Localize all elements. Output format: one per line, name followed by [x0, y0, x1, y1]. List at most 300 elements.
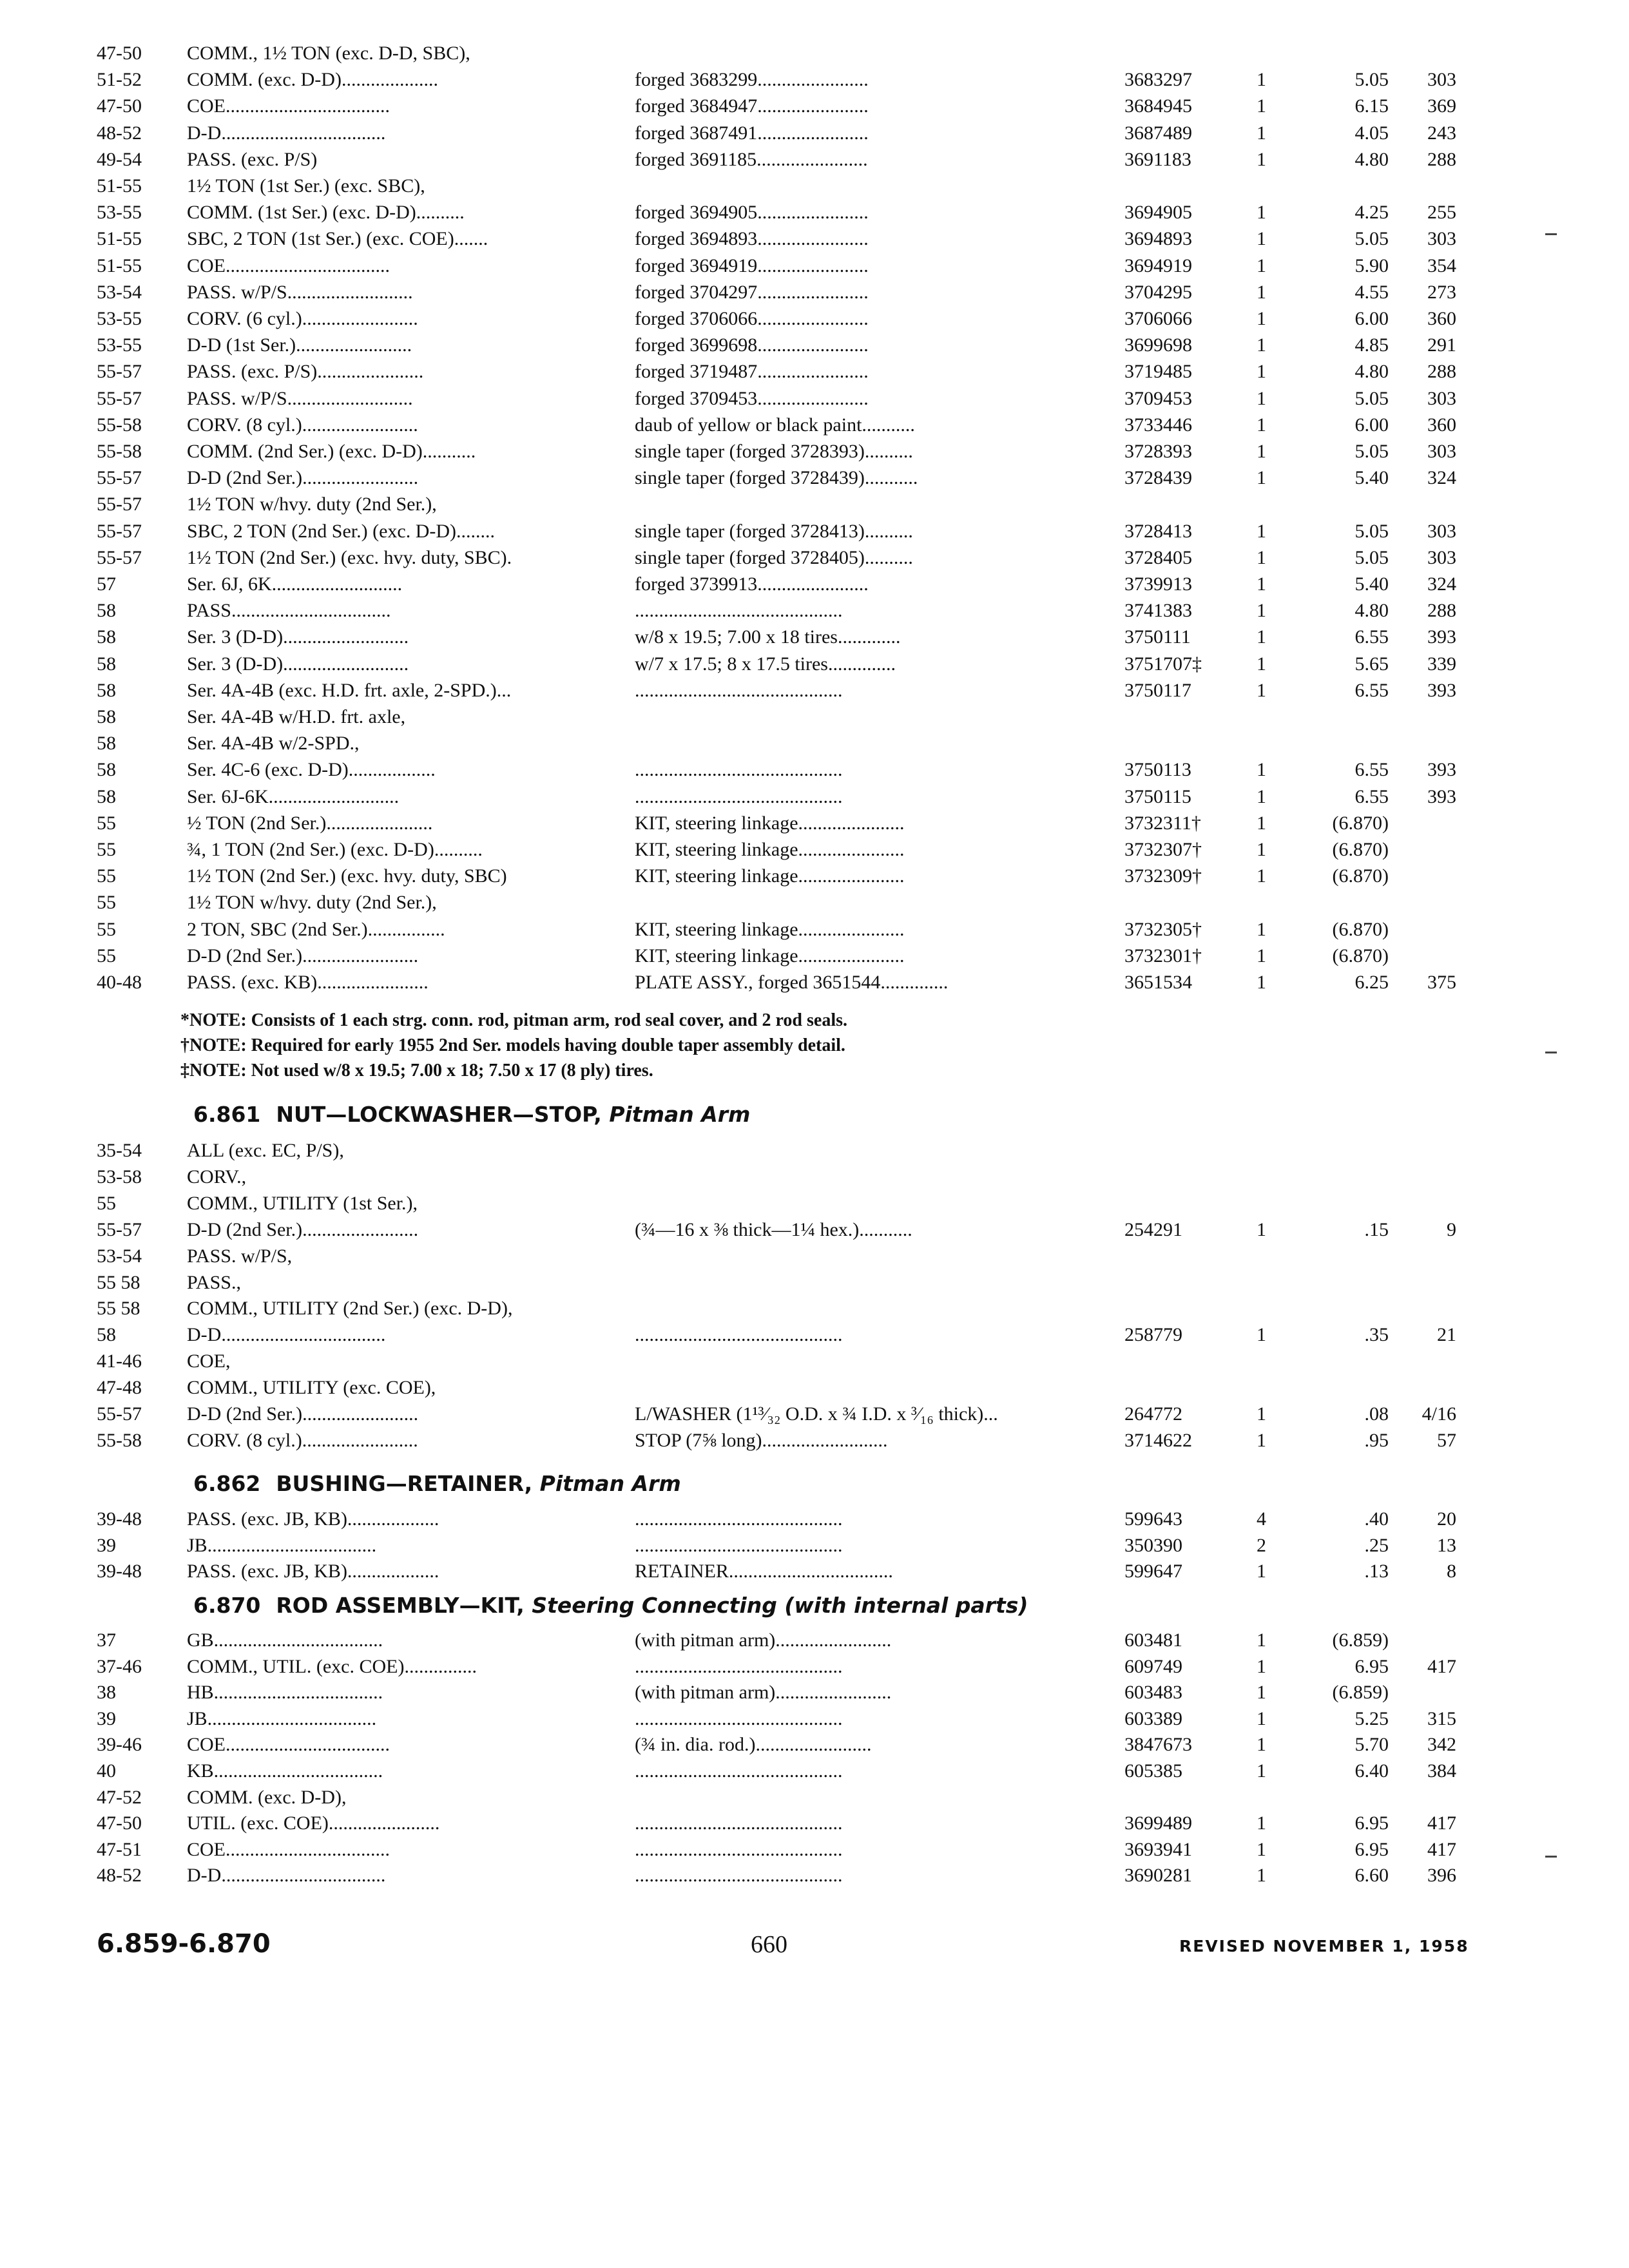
code-cell: 393 — [1427, 759, 1456, 781]
quantity-cell: 1 — [1257, 387, 1266, 409]
part-number-cell: 3706066 — [1124, 308, 1192, 329]
year-cell: 51-55 — [97, 255, 142, 276]
model-cell: COMM., UTIL. (exc. COE)............... — [187, 1655, 477, 1677]
table-row — [0, 40, 1629, 67]
table-row — [0, 1243, 1629, 1270]
year-cell: 39 — [97, 1707, 116, 1729]
year-cell: 40-48 — [97, 972, 142, 993]
table-row — [0, 1731, 1629, 1758]
table-row — [0, 651, 1629, 678]
description-cell: forged 3699698....................... — [635, 334, 869, 356]
year-cell: 57 — [97, 573, 116, 595]
model-cell: D-D (2nd Ser.)........................ — [187, 945, 419, 966]
year-cell: 55-57 — [97, 467, 142, 489]
quantity-cell: 1 — [1257, 1429, 1266, 1451]
part-number-cell: 599643 — [1124, 1508, 1182, 1530]
margin-mark — [1545, 233, 1557, 235]
model-cell: Ser. 3 (D-D).......................... — [187, 626, 409, 648]
table-row — [0, 730, 1629, 757]
table-row — [0, 358, 1629, 385]
model-cell: Ser. 4C-6 (exc. D-D).................. — [187, 759, 436, 781]
part-number-cell: 3719485 — [1124, 361, 1192, 383]
year-cell: 48-52 — [97, 122, 142, 144]
code-cell: 255 — [1427, 202, 1456, 224]
description-cell: (¾ in. dia. rod.)........................ — [635, 1734, 872, 1756]
part-number-cell: 3750115 — [1124, 785, 1191, 807]
quantity-cell: 1 — [1257, 122, 1266, 144]
part-number-cell: 3651534 — [1124, 972, 1192, 993]
quantity-cell: 1 — [1257, 255, 1266, 276]
price-cell: 4.80 — [1354, 600, 1389, 622]
price-cell: .15 — [1364, 1218, 1389, 1240]
code-cell: 324 — [1427, 467, 1456, 489]
part-number-cell: 3732307† — [1124, 839, 1202, 860]
quantity-cell: 1 — [1257, 785, 1266, 807]
table-row — [0, 1627, 1629, 1654]
table-row — [0, 863, 1629, 890]
year-cell: 58 — [97, 759, 116, 781]
quantity-cell: 1 — [1257, 148, 1266, 170]
table-row — [0, 1810, 1629, 1837]
quantity-cell: 2 — [1257, 1534, 1266, 1556]
description-cell: daub of yellow or black paint........... — [635, 414, 915, 436]
table-row — [0, 279, 1629, 306]
table-row — [0, 518, 1629, 545]
table-row — [0, 305, 1629, 332]
part-number-cell: 3694905 — [1124, 202, 1192, 224]
description-cell: forged 3691185....................... — [635, 148, 868, 170]
section-number: 6.862 — [193, 1471, 261, 1496]
model-cell: 1½ TON (1st Ser.) (exc. SBC), — [187, 175, 425, 197]
part-number-cell: 350390 — [1124, 1534, 1182, 1556]
table-row — [0, 704, 1629, 731]
table-row — [0, 199, 1629, 226]
model-cell: COE.................................. — [187, 1838, 390, 1860]
part-number-cell: 3699698 — [1124, 334, 1192, 356]
description-cell: ........................................... — [635, 1324, 843, 1346]
year-cell: 55 — [97, 918, 116, 940]
table-row — [0, 385, 1629, 412]
quantity-cell: 4 — [1257, 1508, 1266, 1530]
quantity-cell: 1 — [1257, 1760, 1266, 1782]
code-cell: 57 — [1437, 1429, 1456, 1451]
code-cell: 393 — [1427, 785, 1456, 807]
price-cell: .35 — [1364, 1324, 1389, 1346]
code-cell: 288 — [1427, 361, 1456, 383]
table-row — [0, 1784, 1629, 1811]
part-number-cell: 3739913 — [1124, 573, 1192, 595]
part-number-cell: 599647 — [1124, 1561, 1182, 1582]
year-cell: 53-55 — [97, 308, 142, 329]
model-cell: COMM., 1½ TON (exc. D-D, SBC), — [187, 43, 470, 64]
table-row — [0, 1558, 1629, 1585]
model-cell: ½ TON (2nd Ser.)...................... — [187, 812, 433, 834]
model-cell: 2 TON, SBC (2nd Ser.)................ — [187, 918, 445, 940]
part-number-cell: 3714622 — [1124, 1429, 1192, 1451]
code-cell: 8 — [1447, 1561, 1456, 1582]
part-number-cell: 3728405 — [1124, 546, 1192, 568]
price-cell: (6.870) — [1332, 945, 1389, 966]
margin-mark — [1545, 1856, 1557, 1858]
model-cell: PASS. (exc. KB)....................... — [187, 972, 429, 993]
year-cell: 55 58 — [97, 1298, 140, 1320]
description-cell: forged 3684947....................... — [635, 95, 869, 117]
year-cell: 49-54 — [97, 148, 142, 170]
model-cell: D-D (1st Ser.)........................ — [187, 334, 412, 356]
table-row — [0, 1216, 1629, 1244]
price-cell: 6.00 — [1354, 414, 1389, 436]
quantity-cell: 1 — [1257, 918, 1266, 940]
year-cell: 58 — [97, 626, 116, 648]
description-cell: ........................................... — [635, 785, 843, 807]
year-cell: 55-57 — [97, 361, 142, 383]
price-cell: .13 — [1364, 1561, 1389, 1582]
description-cell: forged 3683299....................... — [635, 69, 869, 91]
description-cell: (¾—16 x ⅜ thick—1¼ hex.)........... — [635, 1218, 912, 1240]
price-cell: 5.70 — [1354, 1734, 1389, 1756]
model-cell: D-D.................................. — [187, 1865, 386, 1887]
price-cell: .40 — [1364, 1508, 1389, 1530]
description-cell: forged 3687491....................... — [635, 122, 869, 144]
footnote: *NOTE: Consists of 1 each strg. conn. rod, pitman arm, rod seal cover, and 2 rod seals. — [180, 1010, 848, 1030]
table-row — [0, 93, 1629, 120]
price-cell: (6.870) — [1332, 839, 1389, 860]
price-cell: 5.05 — [1354, 546, 1389, 568]
part-number-cell: 3728439 — [1124, 467, 1192, 489]
model-cell: 1½ TON w/hvy. duty (2nd Ser.), — [187, 494, 437, 515]
description-cell: ........................................... — [635, 1707, 843, 1729]
quantity-cell: 1 — [1257, 202, 1266, 224]
section-number: 6.861 — [193, 1102, 261, 1127]
section-heading-6861 — [193, 1099, 750, 1131]
year-cell: 38 — [97, 1682, 116, 1704]
description-cell: ........................................... — [635, 1534, 843, 1556]
section-number: 6.870 — [193, 1593, 261, 1618]
year-cell: 48-52 — [97, 1865, 142, 1887]
description-cell: forged 3694905....................... — [635, 202, 869, 224]
code-cell: 354 — [1427, 255, 1456, 276]
part-number-cell: 609749 — [1124, 1655, 1182, 1677]
description-cell: forged 3694919....................... — [635, 255, 869, 276]
model-cell: COMM. (exc. D-D).................... — [187, 69, 438, 91]
code-cell: 303 — [1427, 228, 1456, 250]
year-cell: 58 — [97, 733, 116, 754]
year-cell: 55-58 — [97, 414, 142, 436]
part-number-cell: 3733446 — [1124, 414, 1192, 436]
part-number-cell: 605385 — [1124, 1760, 1182, 1782]
table-row — [0, 412, 1629, 439]
price-cell: 5.90 — [1354, 255, 1389, 276]
table-row — [0, 332, 1629, 359]
price-cell: 5.40 — [1354, 573, 1389, 595]
model-cell: CORV., — [187, 1166, 247, 1187]
table-row — [0, 146, 1629, 173]
model-cell: SBC, 2 TON (1st Ser.) (exc. COE)....... — [187, 228, 488, 250]
code-cell: 303 — [1427, 441, 1456, 462]
model-cell: PASS. (exc. JB, KB)................... — [187, 1508, 439, 1530]
quantity-cell: 1 — [1257, 865, 1266, 887]
margin-mark — [1545, 1052, 1557, 1053]
model-cell: CORV. (6 cyl.)........................ — [187, 308, 418, 329]
quantity-cell: 1 — [1257, 1838, 1266, 1860]
description-cell: ........................................... — [635, 1655, 843, 1677]
model-cell: PASS. w/P/S.......................... — [187, 281, 413, 303]
description-cell: forged 3719487....................... — [635, 361, 869, 383]
part-number-cell: 254291 — [1124, 1218, 1182, 1240]
year-cell: 55-57 — [97, 1218, 142, 1240]
description-cell: forged 3694893....................... — [635, 228, 869, 250]
quantity-cell: 1 — [1257, 839, 1266, 860]
code-cell: 273 — [1427, 281, 1456, 303]
description-cell: STOP (7⅝ long).......................... — [635, 1429, 888, 1451]
year-cell: 58 — [97, 1324, 116, 1346]
description-cell: forged 3704297....................... — [635, 281, 869, 303]
footnote: †NOTE: Required for early 1955 2nd Ser. models having double taper assembly detail. — [180, 1035, 845, 1055]
part-number-cell: 3750117 — [1124, 679, 1191, 701]
price-cell: 5.05 — [1354, 228, 1389, 250]
description-cell: ........................................... — [635, 1838, 843, 1860]
quantity-cell: 1 — [1257, 945, 1266, 966]
model-cell: COMM. (1st Ser.) (exc. D-D).......... — [187, 202, 465, 224]
table-row — [0, 544, 1629, 572]
code-cell: 393 — [1427, 626, 1456, 648]
year-cell: 39 — [97, 1534, 116, 1556]
code-cell: 9 — [1447, 1218, 1456, 1240]
year-cell: 47-50 — [97, 43, 142, 64]
description-cell: ........................................... — [635, 1812, 843, 1834]
table-row — [0, 810, 1629, 837]
year-cell: 35-54 — [97, 1140, 142, 1161]
year-cell: 55-58 — [97, 441, 142, 462]
model-cell: 1½ TON w/hvy. duty (2nd Ser.), — [187, 892, 437, 914]
section-heading-6870 — [193, 1590, 1028, 1622]
part-number-cell: 3693941 — [1124, 1838, 1192, 1860]
model-cell: Ser. 6J-6K........................... — [187, 785, 400, 807]
price-cell: 4.25 — [1354, 202, 1389, 224]
price-cell: 4.80 — [1354, 361, 1389, 383]
price-cell: 6.55 — [1354, 679, 1389, 701]
price-cell: 5.05 — [1354, 441, 1389, 462]
part-number-cell: 3741383 — [1124, 600, 1192, 622]
section-title: ROD ASSEMBLY—KIT, — [276, 1593, 525, 1618]
table-row — [0, 677, 1629, 704]
model-cell: Ser. 6J, 6K........................... — [187, 573, 403, 595]
year-cell: 58 — [97, 706, 116, 727]
table-row — [0, 1532, 1629, 1559]
quantity-cell: 1 — [1257, 69, 1266, 91]
model-cell: COMM., UTILITY (2nd Ser.) (exc. D-D), — [187, 1298, 513, 1320]
code-cell: 375 — [1427, 972, 1456, 993]
part-number-cell: 264772 — [1124, 1403, 1182, 1425]
part-number-cell: 3732305† — [1124, 918, 1202, 940]
price-cell: .25 — [1364, 1534, 1389, 1556]
description-cell: single taper (forged 3728393).......... — [635, 441, 913, 462]
quantity-cell: 1 — [1257, 281, 1266, 303]
part-number-cell: 3732309† — [1124, 865, 1202, 887]
model-cell: 1½ TON (2nd Ser.) (exc. hvy. duty, SBC). — [187, 546, 512, 568]
quantity-cell: 1 — [1257, 653, 1266, 675]
model-cell: 1½ TON (2nd Ser.) (exc. hvy. duty, SBC) — [187, 865, 507, 887]
quantity-cell: 1 — [1257, 1655, 1266, 1677]
table-row — [0, 1164, 1629, 1191]
model-cell: Ser. 4A-4B (exc. H.D. frt. axle, 2-SPD.)... — [187, 679, 512, 701]
price-cell: .08 — [1364, 1403, 1389, 1425]
model-cell: PASS................................. — [187, 600, 391, 622]
table-row — [0, 1427, 1629, 1454]
table-row — [0, 889, 1629, 916]
quantity-cell: 1 — [1257, 626, 1266, 648]
price-cell: (6.870) — [1332, 812, 1389, 834]
year-cell: 58 — [97, 785, 116, 807]
code-cell: 243 — [1427, 122, 1456, 144]
quantity-cell: 1 — [1257, 679, 1266, 701]
description-cell: RETAINER.................................. — [635, 1561, 893, 1582]
description-cell: KIT, steering linkage...................... — [635, 945, 905, 966]
quantity-cell: 1 — [1257, 573, 1266, 595]
table-row — [0, 1862, 1629, 1889]
code-cell: 393 — [1427, 679, 1456, 701]
quantity-cell: 1 — [1257, 361, 1266, 383]
year-cell: 58 — [97, 679, 116, 701]
model-cell: PASS. w/P/S, — [187, 1245, 293, 1267]
table-row — [0, 916, 1629, 943]
code-cell: 288 — [1427, 600, 1456, 622]
code-cell: 324 — [1427, 573, 1456, 595]
table-row — [0, 1137, 1629, 1164]
model-cell: SBC, 2 TON (2nd Ser.) (exc. D-D)........ — [187, 520, 496, 542]
model-cell: CORV. (8 cyl.)........................ — [187, 1429, 418, 1451]
code-cell: 303 — [1427, 69, 1456, 91]
table-row — [0, 226, 1629, 253]
model-cell: Ser. 4A-4B w/H.D. frt. axle, — [187, 706, 406, 727]
quantity-cell: 1 — [1257, 972, 1266, 993]
section-title: NUT—LOCKWASHER—STOP, — [276, 1102, 602, 1127]
model-cell: COMM., UTILITY (1st Ser.), — [187, 1192, 418, 1214]
description-cell: (with pitman arm)........................ — [635, 1682, 892, 1704]
price-cell: 6.55 — [1354, 759, 1389, 781]
table-row — [0, 1401, 1629, 1428]
year-cell: 47-50 — [97, 95, 142, 117]
year-cell: 55-57 — [97, 1403, 142, 1425]
table-row — [0, 173, 1629, 200]
section-subtitle: Pitman Arm — [609, 1102, 751, 1127]
part-number-cell: 3709453 — [1124, 387, 1192, 409]
description-cell: single taper (forged 3728405).......... — [635, 546, 913, 568]
price-cell: 6.15 — [1354, 95, 1389, 117]
section-subtitle: Pitman Arm — [539, 1471, 681, 1496]
description-cell: (with pitman arm)........................ — [635, 1629, 892, 1651]
part-number-cell: 3750111 — [1124, 626, 1191, 648]
quantity-cell: 1 — [1257, 546, 1266, 568]
model-cell: PASS. w/P/S.......................... — [187, 387, 413, 409]
price-cell: 4.80 — [1354, 148, 1389, 170]
part-number-cell: 3694893 — [1124, 228, 1192, 250]
code-cell: 360 — [1427, 308, 1456, 329]
code-cell: 291 — [1427, 334, 1456, 356]
model-cell: HB................................... — [187, 1682, 383, 1704]
table-row — [0, 253, 1629, 280]
table-row — [0, 969, 1629, 996]
page-number: 660 — [751, 1931, 787, 1958]
part-number-cell: 3732301† — [1124, 945, 1202, 966]
year-cell: 51-55 — [97, 175, 142, 197]
price-cell: .95 — [1364, 1429, 1389, 1451]
quantity-cell: 1 — [1257, 308, 1266, 329]
code-cell: 20 — [1437, 1508, 1456, 1530]
quantity-cell: 1 — [1257, 1865, 1266, 1887]
quantity-cell: 1 — [1257, 1707, 1266, 1729]
model-cell: COMM. (2nd Ser.) (exc. D-D)........... — [187, 441, 476, 462]
section-subtitle: Steering Connecting (with internal parts) — [532, 1593, 1028, 1618]
quantity-cell: 1 — [1257, 1324, 1266, 1346]
model-cell: ALL (exc. EC, P/S), — [187, 1140, 344, 1161]
quantity-cell: 1 — [1257, 1403, 1266, 1425]
price-cell: 5.65 — [1354, 653, 1389, 675]
quantity-cell: 1 — [1257, 1629, 1266, 1651]
quantity-cell: 1 — [1257, 1812, 1266, 1834]
price-cell: 6.95 — [1354, 1655, 1389, 1677]
description-cell: w/7 x 17.5; 8 x 17.5 tires.............. — [635, 653, 896, 675]
table-row — [0, 438, 1629, 465]
year-cell: 53-58 — [97, 1166, 142, 1187]
code-cell: 417 — [1427, 1838, 1456, 1860]
table-row — [0, 783, 1629, 811]
part-number-cell: 3687489 — [1124, 122, 1192, 144]
year-cell: 55-57 — [97, 387, 142, 409]
description-cell: KIT, steering linkage...................... — [635, 839, 905, 860]
code-cell: 369 — [1427, 95, 1456, 117]
model-cell: COE.................................. — [187, 95, 390, 117]
model-cell: JB................................... — [187, 1707, 377, 1729]
part-number-cell: 3684945 — [1124, 95, 1192, 117]
price-cell: 6.55 — [1354, 626, 1389, 648]
description-cell: w/8 x 19.5; 7.00 x 18 tires............. — [635, 626, 901, 648]
table-row — [0, 1679, 1629, 1706]
quantity-cell: 1 — [1257, 441, 1266, 462]
price-cell: (6.870) — [1332, 865, 1389, 887]
model-cell: GB................................... — [187, 1629, 383, 1651]
model-cell: COE.................................. — [187, 1734, 390, 1756]
year-cell: 58 — [97, 600, 116, 622]
code-cell: 21 — [1437, 1324, 1456, 1346]
model-cell: D-D (2nd Ser.)........................ — [187, 467, 419, 489]
year-cell: 47-48 — [97, 1377, 142, 1399]
model-cell: COMM., UTILITY (exc. COE), — [187, 1377, 436, 1399]
model-cell: CORV. (8 cyl.)........................ — [187, 414, 418, 436]
quantity-cell: 1 — [1257, 334, 1266, 356]
table-row — [0, 624, 1629, 651]
quantity-cell: 1 — [1257, 1734, 1266, 1756]
quantity-cell: 1 — [1257, 812, 1266, 834]
year-cell: 39-46 — [97, 1734, 142, 1756]
description-cell: ........................................... — [635, 1760, 843, 1782]
description-cell: KIT, steering linkage...................... — [635, 812, 905, 834]
model-cell: PASS. (exc. JB, KB)................... — [187, 1561, 439, 1582]
table-row — [0, 120, 1629, 147]
description-cell: PLATE ASSY., forged 3651544.............. — [635, 972, 949, 993]
part-number-cell: 3728393 — [1124, 441, 1192, 462]
description-cell: single taper (forged 3728413).......... — [635, 520, 913, 542]
price-cell: (6.870) — [1332, 918, 1389, 940]
price-cell: 5.05 — [1354, 387, 1389, 409]
year-cell: 37 — [97, 1629, 116, 1651]
section-heading-6862 — [193, 1468, 681, 1500]
model-cell: D-D.................................. — [187, 122, 386, 144]
model-cell: KB................................... — [187, 1760, 383, 1782]
price-cell: 5.25 — [1354, 1707, 1389, 1729]
price-cell: (6.859) — [1332, 1629, 1389, 1651]
description-cell: forged 3739913....................... — [635, 573, 869, 595]
